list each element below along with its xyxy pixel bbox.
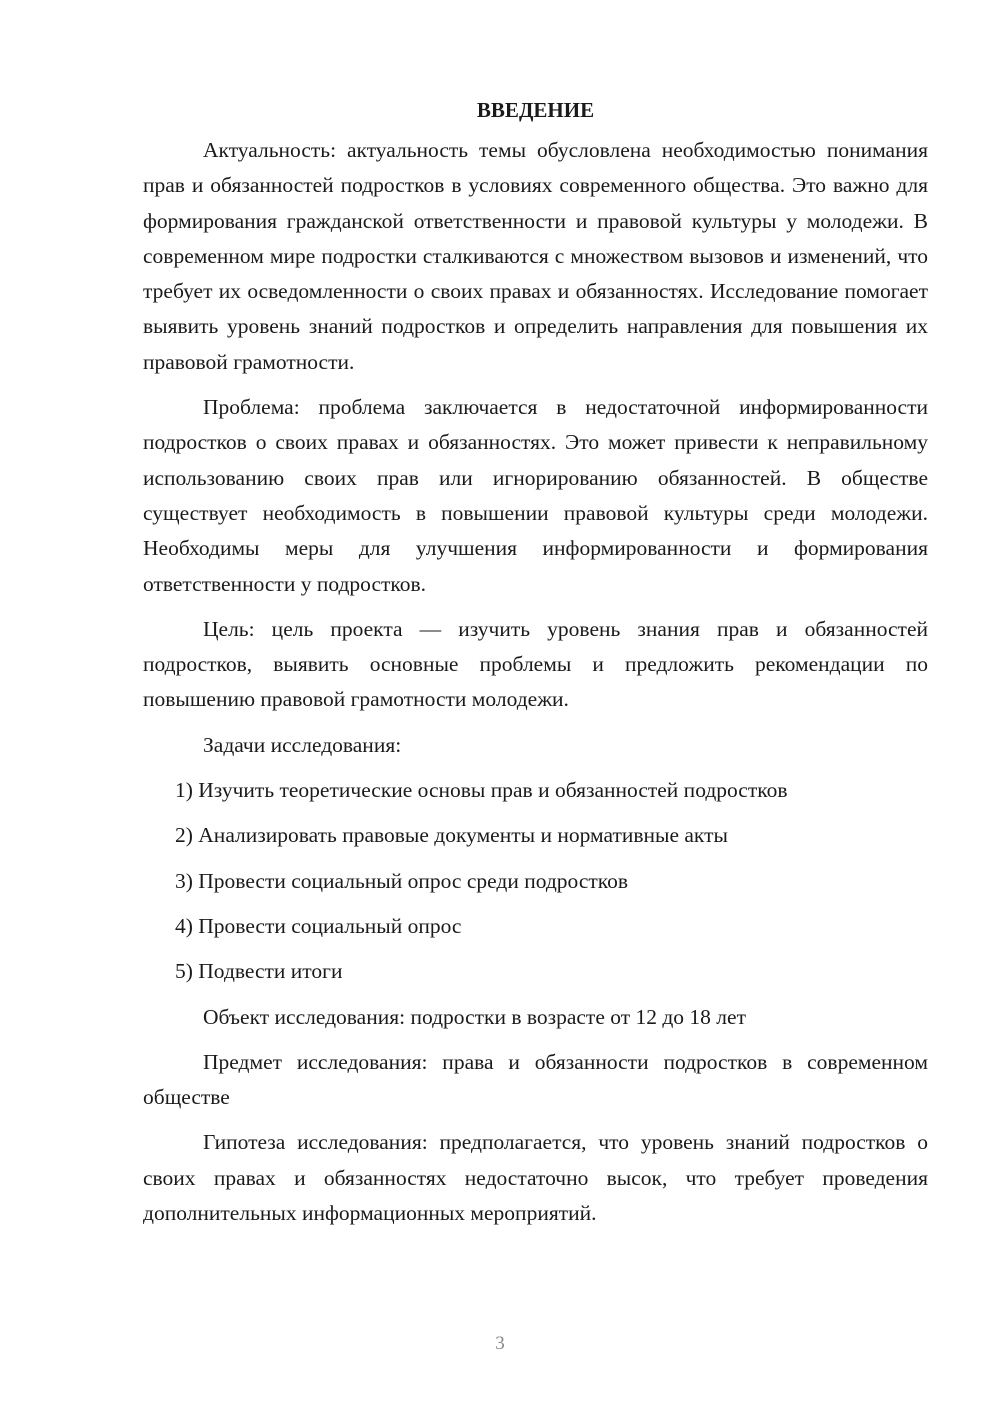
page-content <box>143 95 928 1241</box>
section-title: ВВЕДЕНИЕ <box>476 98 595 122</box>
task-item-3: 3) Провести социальный опрос среди подростков <box>175 868 629 893</box>
task-item-2: 2) Анализировать правовые документы и нормативные акты <box>175 823 728 848</box>
page-number: 3 <box>495 1333 505 1354</box>
paragraph-goal: Цель: цель проекта — изучить уровень знания прав и обязанностей подростков, выявить основные проблемы и предложить рекомендации по повышению правовой грамотности молодежи. <box>143 616 928 712</box>
paragraph-problem: Проблема: проблема заключается в недостаточной информированности подростков о своих правах и обязанностях. Это может привести к неправильному использованию своих прав или игнорированию обязанностей. В обществе существует необходимость в повышении правовой культуры среди молодежи. Необходимы меры для улучшения информированности и формирования ответственности у подростков. <box>143 395 928 596</box>
task-item-4: 4) Провести социальный опрос <box>175 913 462 938</box>
paragraph-subject: Предмет исследования: права и обязанности подростков в современном обществе <box>143 1049 928 1110</box>
task-item-5: 5) Подвести итоги <box>175 959 343 984</box>
paragraph-object: Объект исследования: подростки в возрасте от 12 до 18 лет <box>203 1004 746 1029</box>
tasks-heading: Задачи исследования: <box>203 732 402 757</box>
tasks-list <box>143 773 928 989</box>
task-item-1: 1) Изучить теоретические основы прав и обязанностей подростков <box>175 778 788 803</box>
paragraph-relevance: Актуальность: актуальность темы обусловлена необходимостью понимания прав и обязанностей подростков в условиях современного общества. Это важно для формирования гражданской ответственности и правовой культуры у молодежи. В современном мире подростки сталкиваются с множеством вызовов и изменений, что требует их осведомленности о своих правах и обязанностях. Исследование помогает выявить уровень знаний подростков и определить направления для повышения их правовой грамотности. <box>143 138 928 374</box>
paragraph-hypothesis: Гипотеза исследования: предполагается, что уровень знаний подростков о своих правах и обязанностях недостаточно высок, что требует проведения дополнительных информационных мероприятий. <box>143 1130 928 1226</box>
